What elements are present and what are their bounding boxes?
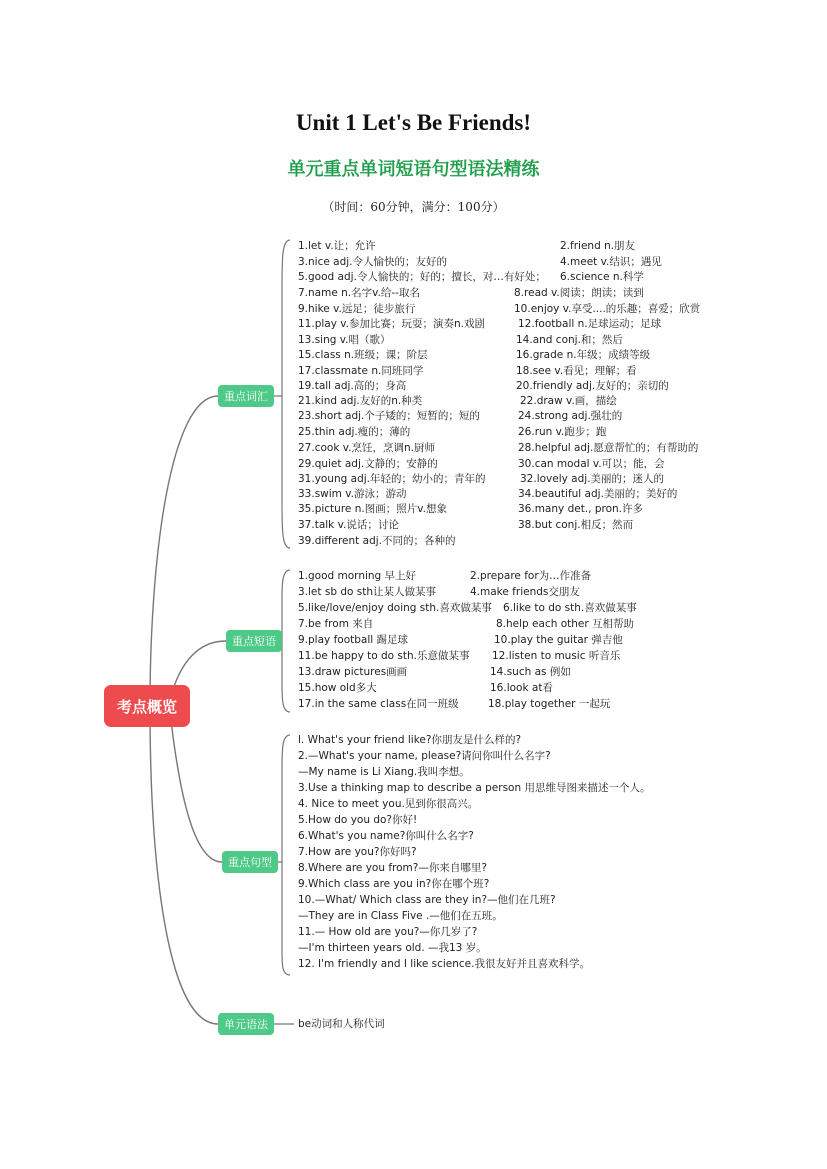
phrase-item: 6.like to do sth.喜欢做某事 xyxy=(503,602,637,614)
vocab-item: 24.strong adj.强壮的 xyxy=(518,410,623,422)
phrase-item: 1.good morning 早上好 xyxy=(298,570,417,582)
vocab-item: 17.classmate n.同班同学 xyxy=(298,365,424,377)
branch-vocab: 重点词汇 xyxy=(218,385,274,407)
vocab-item: 1.let v.让；允许 xyxy=(298,240,376,252)
bracket-sentences xyxy=(276,735,290,975)
sentence-item: 6.What's you name?你叫什么名字? xyxy=(298,830,474,842)
vocab-item: 16.grade n.年级；成绩等级 xyxy=(516,349,651,361)
sentence-item: 12. I'm friendly and I like science.我很友好并且喜欢科学。 xyxy=(298,958,590,970)
vocab-item: 31.young adj.年轻的；幼小的；青年的 xyxy=(298,473,486,485)
vocab-item: 34.beautiful adj.美丽的；美好的 xyxy=(518,488,678,500)
vocab-item: 35.picture n.图画；照片v.想象 xyxy=(298,503,447,515)
phrase-item: 15.how old多大 xyxy=(298,682,377,694)
connector-vocab xyxy=(150,396,218,705)
sentence-item: 8.Where are you from?—你来自哪里? xyxy=(298,862,487,874)
phrase-item: 11.be happy to do sth.乐意做某事 xyxy=(298,650,470,662)
vocab-item: 9.hike v.远足；徒步旅行 xyxy=(298,303,416,315)
sentence-item: 11.— How old are you?—你几岁了? xyxy=(298,926,478,938)
vocab-item: 29.quiet adj.文静的；安静的 xyxy=(298,458,438,470)
phrase-item: 18.play together 一起玩 xyxy=(488,698,611,710)
vocab-item: 3.nice adj.令人愉快的；友好的 xyxy=(298,256,448,268)
phrase-item: 13.draw pictures画画 xyxy=(298,666,408,678)
sentence-item: 2.—What's your name, please?请问你叫什么名字? xyxy=(298,750,551,762)
phrase-item: 7.be from 来自 xyxy=(298,618,374,630)
vocab-item: 5.good adj.令人愉快的；好的；擅长，对…有好处； xyxy=(298,271,546,283)
vocab-item: 7.name n.名字v.给--取名 xyxy=(298,287,420,299)
document-subtitle: 单元重点单词短语句型语法精练 xyxy=(287,159,540,180)
vocab-item: 30.can modal v.可以；能，会 xyxy=(518,458,665,470)
phrase-item: 9.play football 踢足球 xyxy=(298,634,409,646)
phrase-item: 4.make friends交朋友 xyxy=(470,586,580,598)
phrase-item: 5.like/love/enjoy doing sth.喜欢做某事 xyxy=(298,602,492,614)
branch-phrases: 重点短语 xyxy=(226,630,282,652)
sentence-item: 7.How are you?你好吗? xyxy=(298,846,417,858)
vocab-item: 36.many det., pron.许多 xyxy=(518,503,643,515)
branch-sentences: 重点句型 xyxy=(222,851,278,873)
vocab-item: 4.meet v.结识；遇见 xyxy=(560,256,662,268)
phrase-item: 8.help each other 互相帮助 xyxy=(496,618,635,630)
sentence-item: 3.Use a thinking map to describe a person 用思维导图来描述一个人。 xyxy=(298,782,651,794)
vocab-item: 39.different adj.不同的；各种的 xyxy=(298,535,456,547)
vocab-item: 21.kind adj.友好的n.种类 xyxy=(298,395,423,407)
vocab-item: 2.friend n.朋友 xyxy=(560,240,636,252)
vocab-item: 20.friendly adj.友好的；亲切的 xyxy=(516,380,669,392)
phrase-item: 2.prepare for为…作准备 xyxy=(470,570,592,582)
bracket-vocab xyxy=(274,240,290,548)
grammar-item: be动词和人称代词 xyxy=(298,1018,385,1030)
vocab-item: 6.science n.科学 xyxy=(560,271,644,283)
vocab-item: 10.enjoy v.享受....的乐趣；喜爱；欣赏 xyxy=(514,303,701,315)
sentence-item: 5.How do you do?你好! xyxy=(298,814,418,826)
vocab-item: 27.cook v.烹饪，烹调n.厨师 xyxy=(298,442,435,454)
vocab-item: 12.football n.足球运动；足球 xyxy=(518,318,662,330)
sentence-item: —They are in Class Five .—他们在五班。 xyxy=(298,910,503,922)
phrase-item: 14.such as 例如 xyxy=(490,666,571,678)
connector-sentences xyxy=(170,712,222,862)
time-note: （时间：60分钟，满分：100分） xyxy=(322,200,505,214)
phrase-item: 3.let sb do sth让某人做某事 xyxy=(298,586,436,598)
phrase-item: 16.look at看 xyxy=(490,682,553,694)
document-title: Unit 1 Let's Be Friends! xyxy=(295,110,532,135)
sentence-item: 4. Nice to meet you.见到你很高兴。 xyxy=(298,798,479,810)
sentence-item: —My name is Li Xiang.我叫李想。 xyxy=(298,766,470,778)
vocab-item: 33.swim v.游泳；游动 xyxy=(298,488,407,500)
vocab-item: 14.and conj.和；然后 xyxy=(516,334,623,346)
phrase-item: 12.listen to music 听音乐 xyxy=(492,650,621,662)
vocab-item: 38.but conj.相反；然而 xyxy=(518,519,634,531)
vocab-item: 13.sing v.唱（歌） xyxy=(298,334,391,346)
central-topic: 考点概览 xyxy=(104,685,190,727)
vocab-item: 26.run v.跑步；跑 xyxy=(518,426,607,438)
sentence-item: 9.Which class are you in?你在哪个班? xyxy=(298,878,490,890)
branch-grammar: 单元语法 xyxy=(218,1013,274,1035)
vocab-item: 28.helpful adj.愿意帮忙的；有帮助的 xyxy=(518,442,699,454)
vocab-item: 37.talk v.说话；讨论 xyxy=(298,519,399,531)
vocab-item: 25.thin adj.瘦的；薄的 xyxy=(298,426,411,438)
vocab-item: 19.tall adj.高的；身高 xyxy=(298,380,407,392)
connector-grammar xyxy=(150,707,218,1024)
vocab-item: 23.short adj.个子矮的；短暂的；短的 xyxy=(298,410,480,422)
sentence-item: 10.—What/ Which class are they in?—他们在几班? xyxy=(298,894,556,906)
phrase-item: 17.in the same class在同一班级 xyxy=(298,698,459,710)
vocab-item: 8.read v.阅读；朗读；读到 xyxy=(514,287,644,299)
sentence-item: —I'm thirteen years old. —我13 岁。 xyxy=(298,942,487,954)
vocab-item: 32.lovely adj.美丽的；迷人的 xyxy=(520,473,665,485)
vocab-item: 18.see v.看见；理解；看 xyxy=(516,365,637,377)
vocab-item: 15.class n.班级；课；阶层 xyxy=(298,349,428,361)
sentence-item: l. What's your friend like?你朋友是什么样的? xyxy=(298,734,522,746)
vocab-item: 22.draw v.画，描绘 xyxy=(520,395,617,407)
vocab-item: 11.play v.参加比赛；玩耍；演奏n.戏剧 xyxy=(298,318,485,330)
phrase-item: 10.play the guitar 弹吉他 xyxy=(494,634,623,646)
